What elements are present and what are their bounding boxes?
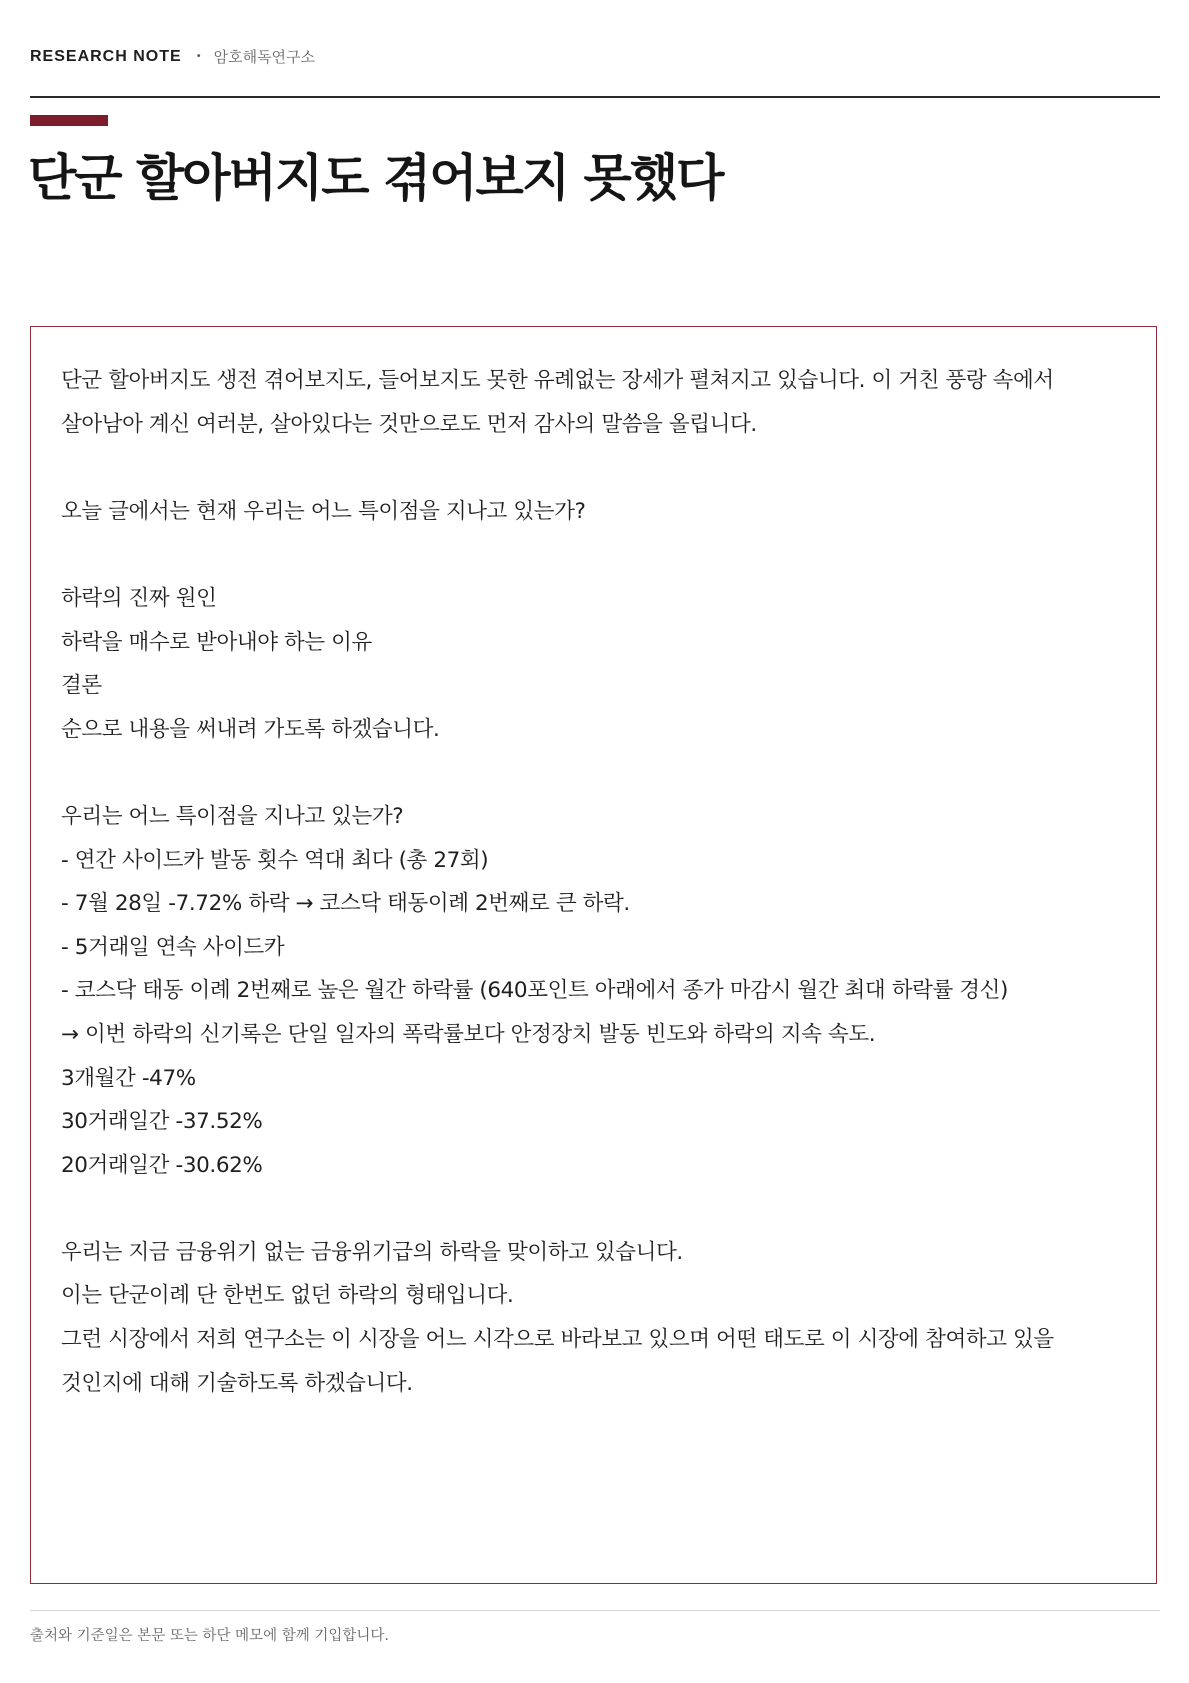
paragraph-line: 살아남아 계신 여러분, 살아있다는 것만으로도 먼저 감사의 말씀을 올립니다. (61, 411, 757, 437)
accent-bar (30, 115, 108, 126)
spacer (61, 1187, 1131, 1231)
paragraph-line: 우리는 지금 금융위기 없는 금융위기급의 하락을 맞이하고 있습니다. (61, 1239, 683, 1265)
separator-dot: • (195, 51, 202, 62)
document-header (30, 46, 315, 67)
header-divider (30, 96, 1160, 98)
footer-divider (30, 1610, 1160, 1611)
paragraph-line: 오늘 글에서는 현재 우리는 어느 특이점을 지나고 있는가? (61, 498, 586, 524)
stat-line: 3개월간 -47% (61, 1065, 196, 1091)
paragraph-line: 그런 시장에서 저희 연구소는 이 시장을 어느 시각으로 바라보고 있으며 어떤 태도로 이 시장에 참여하고 있을 (61, 1327, 1054, 1353)
list-item: - 연간 사이드카 발동 횟수 역대 최다 (총 27회) (61, 847, 489, 873)
section-heading: 우리는 어느 특이점을 지나고 있는가? (61, 803, 404, 829)
page-title: 단군 할아버지도 겪어보지 못했다 (28, 149, 723, 207)
list-item: 하락의 진짜 원인 (61, 585, 217, 611)
organization-name: 암호해독연구소 (213, 48, 316, 66)
stat-line: 20거래일간 -30.62% (61, 1152, 263, 1178)
paragraph-line: 순으로 내용을 써내려 가도록 하겠습니다. (61, 716, 440, 742)
brand-label: RESEARCH NOTE (30, 47, 182, 65)
list-item: 결론 (61, 673, 102, 699)
paragraph-line: 것인지에 대해 기술하도록 하겠습니다. (61, 1370, 413, 1396)
article-body (61, 359, 1131, 1405)
summary-line: → 이번 하락의 신기록은 단일 일자의 폭락률보다 안정장치 발동 빈도와 하락의 지속 속도. (61, 1021, 876, 1047)
paragraph-line: 단군 할아버지도 생전 겪어보지도, 들어보지도 못한 유례없는 장세가 펼쳐지고 있습니다. 이 거친 풍랑 속에서 (61, 368, 1054, 393)
paragraph-line: 이는 단군이례 단 한번도 없던 하락의 형태입니다. (61, 1283, 514, 1309)
list-item: - 5거래일 연속 사이드카 (61, 934, 285, 960)
list-item: 하락을 매수로 받아내야 하는 이유 (61, 629, 372, 655)
spacer (61, 751, 1131, 795)
spacer (61, 533, 1131, 577)
content-box (30, 326, 1157, 1584)
list-item: - 코스닥 태동 이례 2번째로 높은 월간 하락률 (640포인트 아래에서 종가 마감시 월간 최대 하락률 경신) (61, 978, 1008, 1004)
spacer (61, 446, 1131, 490)
footer-note: 출처와 기준일은 본문 또는 하단 메모에 함께 기입합니다. (30, 1628, 390, 1644)
list-item: - 7월 28일 -7.72% 하락 → 코스닥 태동이례 2번째로 큰 하락. (61, 891, 630, 917)
stat-line: 30거래일간 -37.52% (61, 1109, 263, 1135)
